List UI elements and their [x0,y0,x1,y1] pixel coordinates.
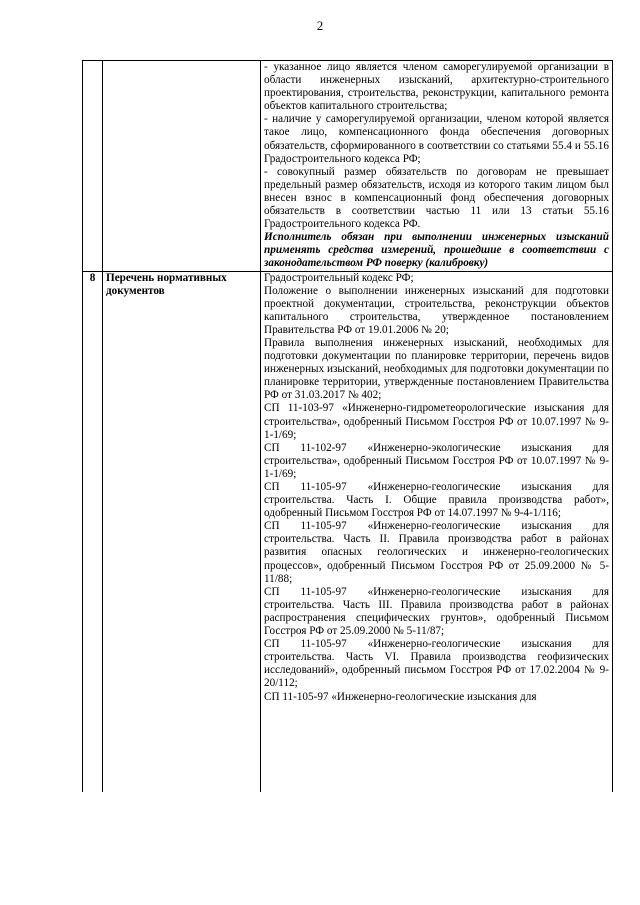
paragraph: Положение о выполнении инженерных изысканий для подготовки проектной документации, строительства, реконструкции объектов капитального строительства, утвержденное постановлением Правительства РФ от 19.01.2006 № 20; [264,284,609,336]
table-row [83,61,613,272]
paragraph: СП 11-103-97 «Инженерно-гидрометеорологические изыскания для строительства», одобренный Письмом Госстроя РФ от 10.07.1997 № 9-1-1/69; [264,402,609,441]
paragraph: СП 11-105-97 «Инженерно-геологические изыскания для строительства. Часть VI. Правила производства геофизических исследований», одобренный письмом Госстроя РФ от 17.02.2004 № 9-20/112; [264,638,609,690]
paragraph: - совокупный размер обязательств по договорам не превышает предельный размер обязательств, исходя из которого таким лицом был внесен взнос в компенсационный фонд обеспечения договорных обязательств в соответствии частью 11 или 13 статьи 55.16 Градостроительного кодекса РФ. [264,165,609,231]
paragraph: СП 11-105-97 «Инженерно-геологические изыскания для строительства. Часть III. Правила производства работ в районах распространения специфических грунтов», одобренный Письмом Госстроя РФ от 25.09.2000 № 5-11/87; [264,585,609,638]
paragraph: СП 11-105-97 «Инженерно-геологические изыскания для строительства. Часть I. Общие правила производства работ», одобренный Письмом Госстроя РФ от 14.07.1997 № 9-4-1/116; [264,481,609,520]
paragraph: - наличие у саморегулируемой организации, членом которой является такое лицо, компенсационного фонда обеспечения договорных обязательств, сформированного в соответствии со статьями 55.4 и 55.16 Градостроительного кодекса РФ; [264,113,609,165]
requirements-table [82,60,613,792]
emphasis-paragraph: Исполнитель обязан при выполнении инженерных изысканий применять средства измерений, прошедшие в соответствии с законодательством РФ поверку (калибровку) [264,231,609,270]
paragraph: СП 11-102-97 «Инженерно-экологические изыскания для строительства», одобренный Письмом Госстроя РФ от 10.07.1997 № 9-1-1/69; [264,441,609,480]
row-title: Перечень нормативных документов [103,271,261,792]
paragraph: СП 11-105-97 «Инженерно-геологические изыскания для [264,690,537,703]
paragraph: Правила выполнения инженерных изысканий, необходимых для подготовки документации по планировке территории, перечень видов инженерных изысканий, необходимых для подготовки документации по планировке территории, утвержденные постановлением Правительства РФ от 31.03.2017 № 402; [264,336,609,402]
row-number [83,61,103,272]
row-title [103,61,261,272]
row-content [261,61,613,272]
row-number: 8 [83,271,103,792]
paragraph: СП 11-105-97 «Инженерно-геологические изыскания для строительства. Часть II. Правила производства работ в районах развития опасных геологических и инженерно-геологических процессов», одобренный Письмом Госстроя РФ от 25.09.2000 № 5-11/88; [264,520,609,585]
paragraph: Градостроительный кодекс РФ; [264,271,414,284]
table-row [83,271,613,792]
paragraph: - указанное лицо является членом саморегулируемой организации в области инженерных изысканий, архитектурно-строительного проектирования, строительства, реконструкции, капитального ремонта объектов капитального строительства; [264,61,609,113]
row-content [261,271,613,792]
page-number: 2 [316,18,324,33]
